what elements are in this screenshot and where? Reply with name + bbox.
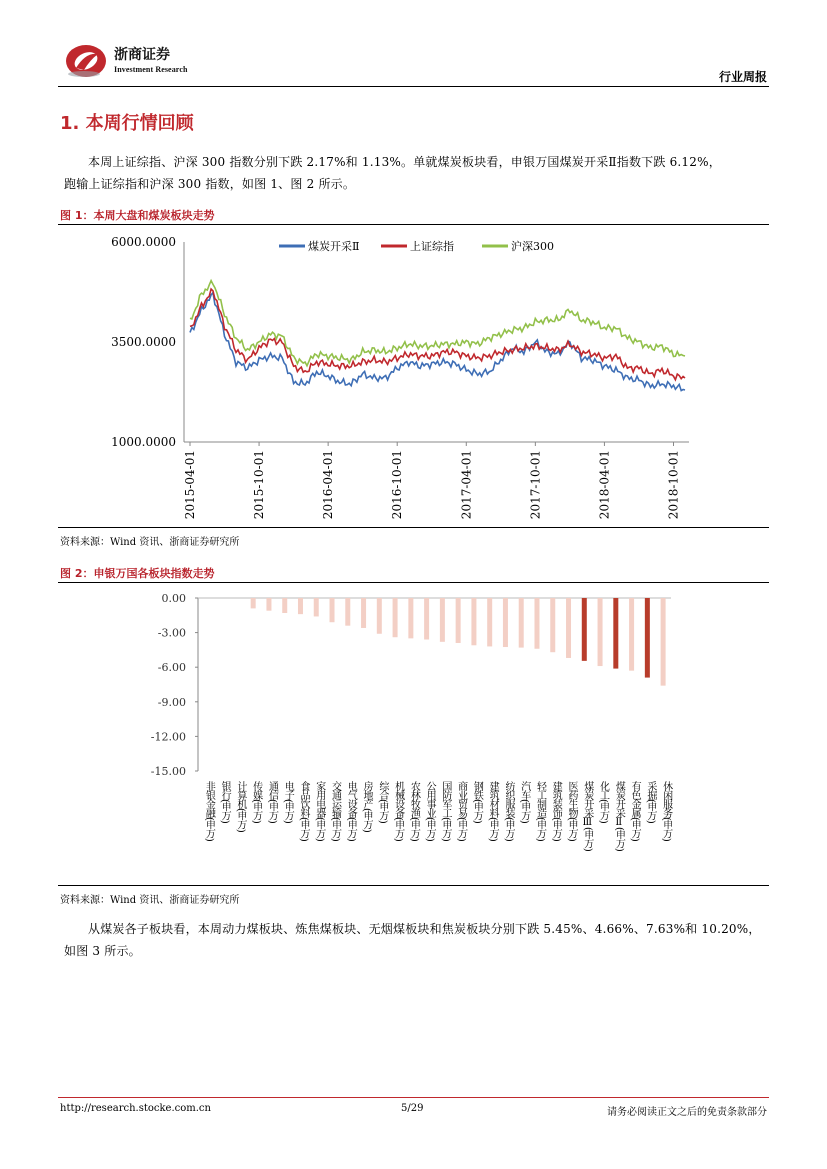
- logo: [64, 38, 234, 82]
- category-label: 计算机(申万): [234, 781, 246, 832]
- y-tick-label: 3500.0000: [111, 335, 176, 349]
- category-label: 非银金融(申万): [203, 781, 215, 841]
- figure2-caption: 图 2：申银万国各板块指数走势: [60, 567, 215, 580]
- category-label: 综合(申万): [376, 781, 388, 823]
- bar: [503, 598, 508, 647]
- footer-url[interactable]: http://research.stocke.com.cn: [60, 1103, 211, 1114]
- category-label: 电气设备(申万): [345, 781, 357, 841]
- legend-label: 上证综指: [410, 240, 454, 253]
- x-tick-label: 2017-04-01: [459, 450, 474, 520]
- bar: [424, 598, 429, 640]
- bar: [440, 598, 445, 642]
- category-label: 纺织服装(申万): [502, 781, 514, 841]
- y-tick-label: -15.00: [150, 765, 186, 778]
- category-label: 家用电器(申万): [313, 781, 325, 841]
- x-tick-label: 2015-10-01: [252, 450, 267, 520]
- header-rule: [58, 86, 769, 87]
- series-line-1: [190, 293, 685, 391]
- bar: [645, 598, 650, 678]
- section-title: 1. 本周行情回顾: [60, 113, 194, 134]
- bar: [661, 598, 666, 686]
- category-label: 汽车(申万): [518, 781, 530, 823]
- bar: [251, 598, 256, 608]
- category-label: 国防军工(申万): [439, 781, 451, 841]
- category-label: 银行(申万): [219, 781, 231, 823]
- x-tick-label: 2017-10-01: [528, 450, 543, 520]
- figure2-bottom-rule: [58, 885, 769, 886]
- bar: [298, 598, 303, 614]
- x-tick-label: 2018-10-01: [666, 450, 681, 520]
- category-label: 电子(申万): [282, 781, 294, 823]
- bar: [582, 598, 587, 661]
- y-tick-label: 0.00: [161, 592, 186, 605]
- category-label: 农林牧渔(申万): [408, 781, 420, 841]
- figure2-source: 资料来源：Wind 资讯、浙商证券研究所: [60, 895, 240, 906]
- category-label: 轻工制造(申万): [534, 781, 546, 841]
- category-label: 商业贸易(申万): [455, 781, 467, 841]
- bar: [598, 598, 603, 666]
- footer-disclaimer: 请务必阅读正文之后的免责条款部分: [607, 1107, 767, 1118]
- category-label: 钢铁(申万): [471, 781, 483, 823]
- bar: [456, 598, 461, 643]
- bar: [566, 598, 571, 658]
- bar: [629, 598, 634, 671]
- bar: [471, 598, 476, 645]
- x-tick-label: 2015-04-01: [183, 450, 197, 520]
- logo-cn: 浙商证券: [114, 47, 170, 63]
- bar: [393, 598, 398, 637]
- figure1-source: 资料来源：Wind 资讯、浙商证券研究所: [60, 537, 240, 548]
- footer-page: 5/29: [401, 1103, 424, 1114]
- bar: [487, 598, 492, 646]
- bar: [408, 598, 413, 638]
- y-tick-label: 6000.0000: [111, 235, 176, 249]
- footer-rule: [58, 1097, 769, 1098]
- bar-chart: [58, 584, 769, 884]
- bar: [314, 598, 319, 616]
- y-tick-label: -6.00: [157, 661, 186, 675]
- y-tick-label: -9.00: [157, 695, 186, 709]
- category-label: 传媒(申万): [250, 781, 262, 823]
- x-tick-label: 2016-04-01: [321, 450, 336, 520]
- bar: [613, 598, 618, 669]
- category-label: 建筑材料(申万): [487, 781, 499, 841]
- y-tick-label: 1000.0000: [111, 435, 176, 449]
- y-tick-label: -3.00: [157, 626, 186, 640]
- bar: [519, 598, 524, 648]
- legend-label: 沪深300: [511, 240, 554, 253]
- closing-line-2: 如图 3 所示。: [64, 944, 141, 958]
- figure1-caption: 图 1：本周大盘和煤炭板块走势: [60, 209, 215, 222]
- bar: [534, 598, 539, 649]
- category-label: 采掘(申万): [644, 781, 656, 823]
- bar: [330, 598, 335, 622]
- category-label: 交通运输(申万): [329, 781, 341, 841]
- legend-label: 煤炭开采Ⅱ: [308, 240, 360, 253]
- bar: [377, 598, 382, 634]
- bar: [550, 598, 555, 652]
- category-label: 化工(申万): [597, 781, 609, 823]
- category-label: 机械设备(申万): [392, 781, 404, 841]
- closing-paragraph: [64, 918, 784, 962]
- category-label: 医药生物(申万): [566, 781, 578, 841]
- figure1-top-rule: [58, 224, 769, 225]
- bar: [345, 598, 350, 626]
- y-tick-label: -12.00: [150, 730, 186, 744]
- intro-line-2: 跑输上证综指和沪深 300 指数，如图 1、图 2 所示。: [64, 177, 356, 191]
- category-label: 食品饮料(申万): [297, 781, 309, 841]
- category-label: 房地产(申万): [361, 781, 373, 832]
- bar: [266, 598, 271, 611]
- bar: [282, 598, 287, 613]
- category-label: 公用事业(申万): [424, 781, 436, 841]
- category-label: 休闲服务(申万): [660, 781, 672, 841]
- category-label: 建筑装饰(申万): [550, 781, 562, 841]
- x-tick-label: 2018-04-01: [597, 450, 612, 520]
- closing-line-1: 从煤炭各子板块看，本周动力煤板块、炼焦煤板块、无烟煤板块和焦炭板块分别下跌 5.45%、4.66%、7.63%和 10.20%，: [88, 922, 761, 936]
- figure1-bottom-rule: [58, 527, 769, 528]
- category-label: 通信(申万): [266, 781, 278, 823]
- x-tick-label: 2016-10-01: [390, 450, 405, 520]
- bar: [361, 598, 366, 628]
- category-label: 煤炭开采Ⅲ(申万): [581, 781, 593, 851]
- line-chart: [58, 226, 769, 526]
- logo-emblem: [64, 40, 108, 80]
- intro-line-1: 本周上证综指、沪深 300 指数分别下跌 2.17%和 1.13%。单就煤炭板块看，申银万国煤炭开采Ⅱ指数下跌 6.12%，: [88, 155, 721, 169]
- figure2-top-rule: [58, 582, 769, 583]
- category-label: 煤炭开采Ⅱ(申万): [613, 781, 625, 851]
- intro-paragraph: [64, 151, 784, 195]
- report-type: 行业周报: [718, 70, 767, 84]
- category-label: 有色金属(申万): [629, 781, 641, 841]
- logo-en: Investment Research: [114, 65, 188, 74]
